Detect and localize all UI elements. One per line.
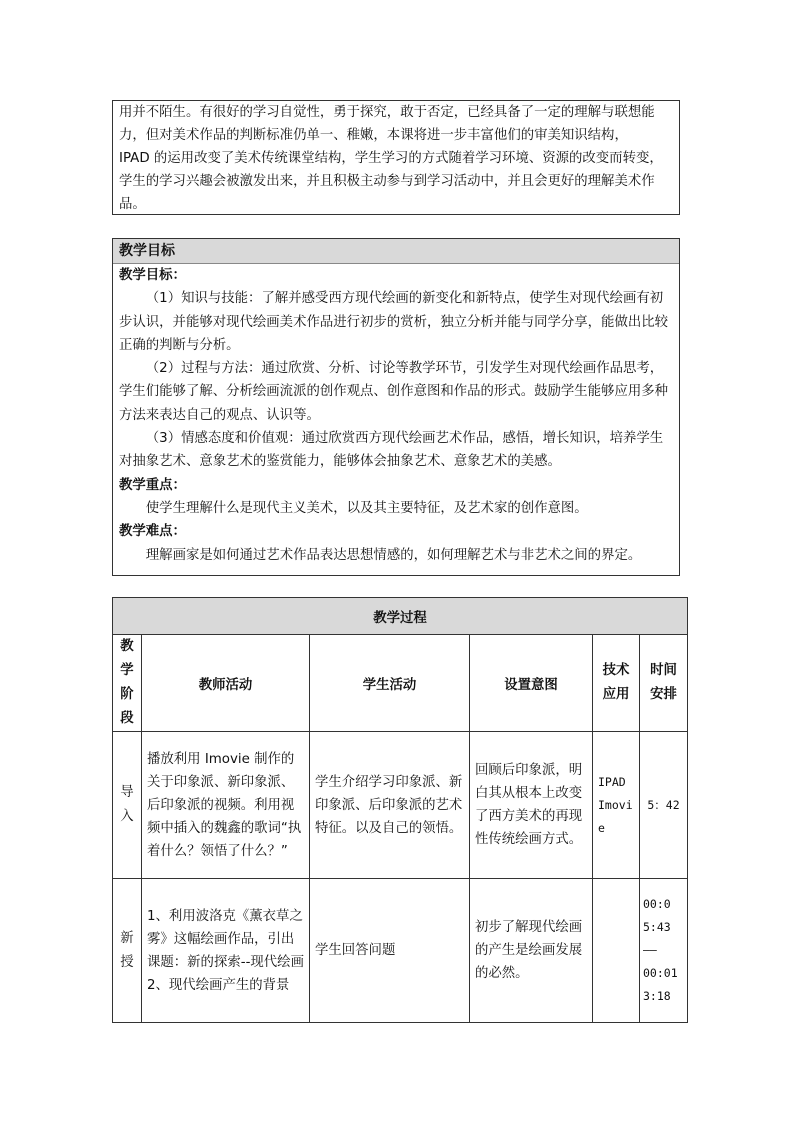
situation-line: 品。 — [119, 197, 146, 212]
student-activity: 学生介绍学习印象派、新印象派、后印象派的艺术特征。以及自己的领悟。 — [310, 732, 470, 879]
stage-new-teaching: 新 授 — [113, 879, 142, 1023]
teaching-process-table — [112, 597, 688, 1023]
situation-line: IPAD 的运用改变了美术传统课堂结构，学生学习的方式随着学习环境、资源的改变而转变， — [119, 151, 663, 166]
design-intent: 回顾后印象派，明白其从根本上改变了西方美术的再现性传统绘画方式。 — [470, 732, 593, 879]
header-student: 学生活动 — [310, 635, 470, 732]
design-intent: 初步了解现代绘画的产生是绘画发展的必然。 — [470, 879, 593, 1023]
header-row — [113, 635, 688, 732]
key-point-label: 教学重点： — [119, 477, 186, 493]
table-row — [113, 732, 688, 879]
header-teacher: 教师活动 — [142, 635, 310, 732]
time-arrangement: 5：42 — [640, 732, 688, 879]
table-row — [113, 879, 688, 1023]
process-title: 教学过程 — [113, 598, 688, 635]
teacher-activity: 1、利用波洛克《薰衣草之雾》这幅绘画作品，引出课题：新的探索--现代绘画 2、现代绘画产生的背景 — [142, 879, 310, 1023]
header-time: 时间安排 — [640, 635, 688, 732]
objective-emotion: （3）情感态度和价值观：通过欣赏西方现代绘画艺术作品，感悟，增长知识，培养学生对抽象艺术、意象艺术的鉴赏能力，能够体会抽象艺术、意象艺术的美感。 — [119, 431, 664, 470]
stage-intro: 导 入 — [113, 732, 142, 879]
situation-line: 用并不陌生。有很好的学习自觉性，勇于探究，敢于否定，已经具备了一定的理解与联想能 — [119, 105, 655, 120]
teaching-goals-box — [112, 238, 680, 576]
time-arrangement: 00:05:43 —— 00:013:18 — [640, 879, 688, 1023]
student-activity: 学生回答问题 — [310, 879, 470, 1023]
goals-body — [113, 264, 679, 567]
learning-situation-box — [112, 100, 680, 215]
tech-application — [593, 879, 640, 1023]
difficulty: 理解画家是如何通过艺术作品表达思想情感的，如何理解艺术与非艺术之间的界定。 — [145, 547, 642, 563]
situation-line: 力，但对美术作品的判断标准仍单一、稚嫩，本课将进一步丰富他们的审美知识结构， — [119, 128, 628, 143]
objective-process: （2）过程与方法：通过欣赏、分析、讨论等教学环节，引发学生对现代绘画作品思考，学生们能够了解、分析绘画流派的创作观点、创作意图和作品的形式。鼓励学生能够应用多种方法来表达自己的观点、认识等。 — [119, 361, 669, 423]
situation-line: 学生的学习兴趣会被激发出来，并且积极主动参与到学习活动中，并且会更好的理解美术作 — [119, 174, 655, 189]
goals-header: 教学目标 — [113, 239, 679, 264]
difficulty-label: 教学难点： — [119, 524, 186, 540]
header-intent: 设置意图 — [470, 635, 593, 732]
objective-knowledge: （1）知识与技能：了解并感受西方现代绘画的新变化和新特点，使学生对现代绘画有初步认识，并能够对现代绘画美术作品进行初步的赏析，独立分析并能与同学分享，能做出比较正确的判断与分析。 — [119, 291, 669, 353]
objectives-label: 教学目标： — [119, 268, 186, 283]
teacher-activity: 播放利用 Imovie 制作的关于印象派、新印象派、后印象派的视频。利用视频中插入的魏鑫的歌词“执着什么？领悟了什么？” — [142, 732, 310, 879]
key-point: 使学生理解什么是现代主义美术，以及其主要特征，及艺术家的创作意图。 — [145, 500, 588, 516]
tech-application: IPAD Imovie — [593, 732, 640, 879]
header-stage: 教 学 阶 段 — [113, 635, 142, 732]
header-tech: 技术应用 — [593, 635, 640, 732]
